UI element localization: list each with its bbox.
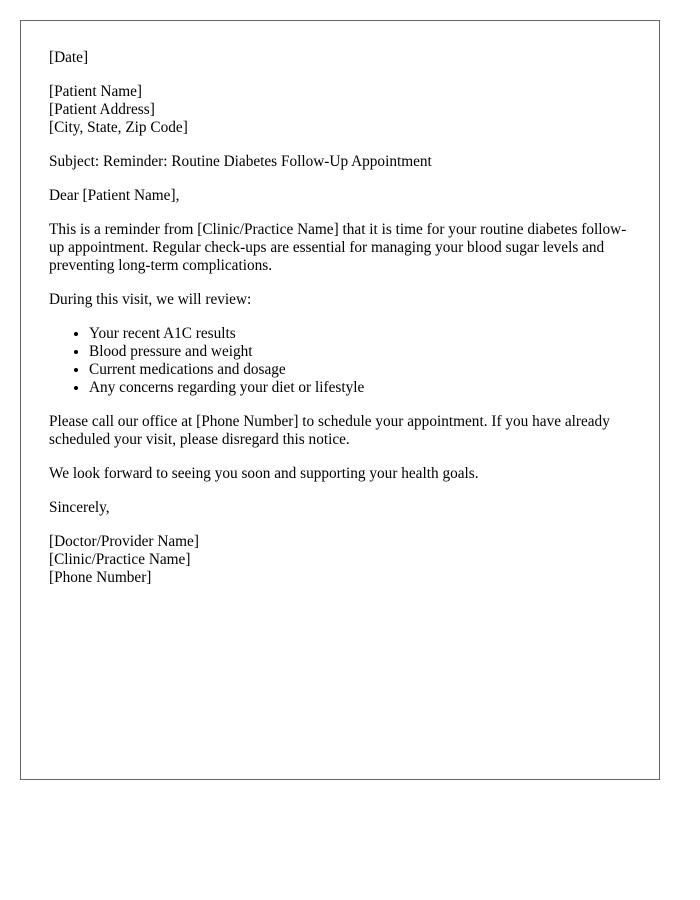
review-intro: During this visit, we will review: [49, 291, 252, 308]
call-to-action-paragraph: Please call our office at [Phone Number] to schedule your appointment. If you have already scheduled your visit, please disregard this notice. [49, 413, 610, 448]
review-item: • Blood pressure and weight [89, 343, 631, 361]
closing-note: We look forward to seeing you soon and supporting your health goals. [49, 465, 479, 482]
letter-page [20, 20, 660, 780]
letter-date: [Date] [49, 49, 89, 66]
signature-provider: [Doctor/Provider Name] [49, 533, 199, 550]
review-item: • Your recent A1C results [89, 325, 631, 343]
review-item: • Any concerns regarding your diet or lifestyle [89, 379, 631, 397]
review-list [49, 325, 631, 397]
signature-block [49, 533, 631, 587]
recipient-name: [Patient Name] [49, 83, 143, 100]
letter-intro-paragraph: This is a reminder from [Clinic/Practice Name] that it is time for your routine diabetes follow-up appointment. Regular check-ups are essential for managing your blood sugar levels and preventing long-term complications. [49, 221, 627, 274]
sign-off: Sincerely, [49, 499, 110, 516]
signature-clinic: [Clinic/Practice Name] [49, 551, 191, 568]
recipient-block [49, 83, 631, 137]
signature-phone: [Phone Number] [49, 569, 152, 586]
letter-subject: Subject: Reminder: Routine Diabetes Follow-Up Appointment [49, 153, 432, 170]
recipient-address: [Patient Address] [49, 101, 155, 118]
letter-greeting: Dear [Patient Name], [49, 187, 180, 204]
review-item: • Current medications and dosage [89, 361, 631, 379]
recipient-city-state-zip: [City, State, Zip Code] [49, 119, 188, 136]
